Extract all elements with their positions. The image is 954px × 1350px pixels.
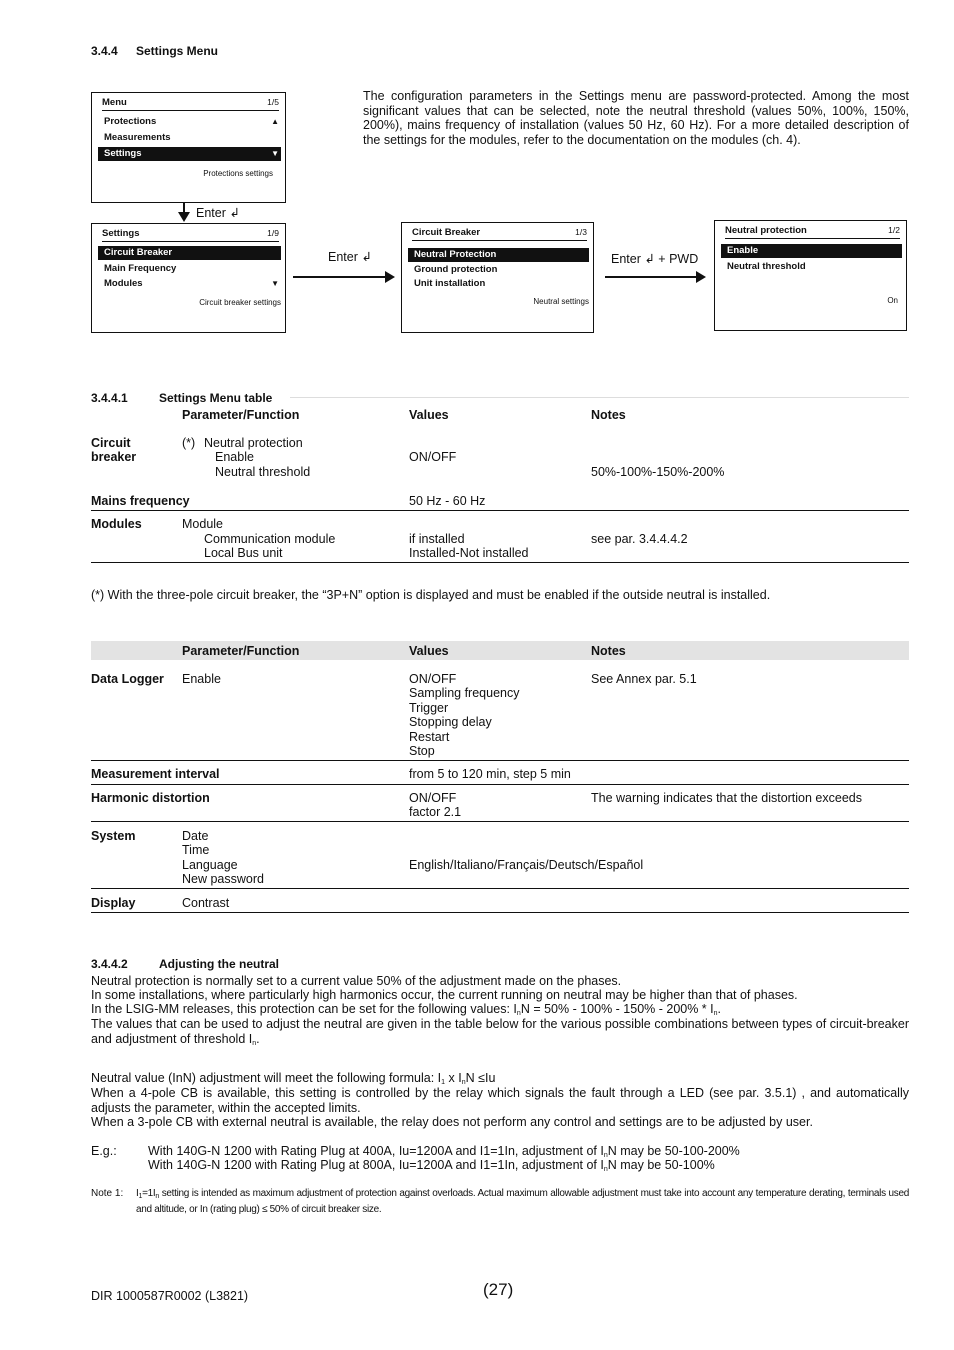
param-neutral-threshold: Neutral threshold — [215, 465, 311, 479]
value-item: Trigger — [409, 701, 449, 715]
value-item: Sampling frequency — [409, 686, 520, 700]
row-label-modules: Modules — [91, 517, 142, 531]
example-line: With 140G-N 1200 with Rating Plug at 400A, Iu=1200A and I1=1In, adjustment of $I_nN$ may be 50-100-200% — [148, 1144, 740, 1159]
table-rule — [91, 888, 909, 889]
value-item: Restart — [409, 730, 450, 744]
example-line: With 140G-N 1200 with Rating Plug at 800A, Iu=1200A and I1=1In, adjustment of $I_nN$ may be 50-100% — [148, 1158, 715, 1173]
intro-paragraph: The configuration parameters in the Settings menu are password-protected. Among the most significant values that can be selected, note the neutral threshold (values 50%, 100%, 150%, 200%), mains frequency of installation (values 50 Hz, 60 Hz). For a more detailed description of the settings for the modules, refer to the documentation on the modules (ch. 4). — [363, 89, 909, 147]
column-header-notes: Notes — [591, 644, 626, 658]
note-threshold-values: 50%-100%-150%-200% — [591, 465, 725, 479]
paragraph: Neutral protection is normally set to a current value 50% of the adjustment made on the phases. — [91, 974, 622, 988]
breaker-item-neutral-protection: Neutral Protection — [408, 248, 589, 262]
enter-arrow-right — [293, 276, 393, 278]
arrow-head-icon — [178, 212, 190, 222]
param-date: Date — [182, 829, 209, 843]
divider — [290, 397, 909, 398]
row-label-data-logger: Data Logger — [91, 672, 164, 686]
param-new-password: New password — [182, 872, 264, 886]
enter-pwd-label: Enter ↲ + PWD — [611, 252, 699, 266]
document-code: DIR 1000587R0002 (L3821) — [91, 1289, 249, 1303]
subsection-title: Adjusting the neutral — [159, 957, 279, 971]
param-communication-module: Communication module — [204, 532, 336, 546]
value-on-off: ON/OFF — [409, 791, 457, 805]
menu-screen — [91, 92, 286, 203]
page-indicator: 1/2 — [888, 225, 900, 235]
paragraph: When a 4-pole CB is available, this setting is controlled by the relay which signals the fault through a LED (see par. 3.5.1) , and automatically adjusts the parameter, within the accepted limits. — [91, 1086, 909, 1115]
page-number: (27) — [483, 1280, 514, 1299]
row-label-breaker: breaker — [91, 450, 137, 464]
param-language: Language — [182, 858, 238, 872]
settings-screen — [91, 223, 286, 333]
note-annex: See Annex par. 5.1 — [591, 672, 697, 686]
breaker-item-ground-protection: Ground protection — [414, 264, 498, 275]
value-measurement-interval: from 5 to 120 min, step 5 min — [409, 767, 571, 781]
subsection-title: Settings Menu table — [159, 391, 273, 405]
note-distortion: The warning indicates that the distortion exceeds — [591, 791, 862, 805]
settings-screen-footer: Circuit breaker settings — [199, 298, 281, 307]
param-module: Module — [182, 517, 223, 531]
table-rule — [91, 760, 909, 761]
table-rule — [91, 784, 909, 785]
neutral-protection-screen — [714, 220, 907, 331]
settings-item-modules: Modules ▼ — [104, 278, 279, 289]
row-label-harmonic-distortion: Harmonic distortion — [91, 791, 210, 805]
row-label-circuit: Circuit — [91, 436, 131, 450]
settings-screen-title: Settings 1/9 — [102, 228, 279, 242]
param-time: Time — [182, 843, 210, 857]
param-neutral-protection: Neutral protection — [204, 436, 303, 450]
page-indicator: 1/5 — [267, 97, 279, 107]
enter-label: Enter ↲ — [328, 250, 372, 264]
value-item: Stop — [409, 744, 435, 758]
settings-item-circuit-breaker: Circuit Breaker — [98, 246, 281, 260]
breaker-item-unit-installation: Unit installation — [414, 278, 486, 289]
footnote: (*) With the three-pole circuit breaker, the “3P+N” option is displayed and must be enabled if the outside neutral is installed. — [91, 588, 771, 602]
param-enable: Enable — [182, 672, 221, 686]
neutral-screen-title: Neutral protection 1/2 — [725, 225, 900, 239]
section-title: Settings Menu — [136, 44, 219, 58]
column-header-parameter: Parameter/Function — [182, 408, 300, 422]
note-see-par: see par. 3.4.4.4.2 — [591, 532, 688, 546]
neutral-screen-value: On — [887, 296, 898, 305]
row-label-measurement-interval: Measurement interval — [91, 767, 220, 781]
table-rule — [91, 821, 909, 822]
column-header-parameter: Parameter/Function — [182, 644, 300, 658]
column-header-values: Values — [409, 408, 449, 422]
formula-line: Neutral value (InN) adjustment will meet the following formula: $I_1$ x $I_nN \le Iu$ — [91, 1071, 496, 1086]
column-header-values: Values — [409, 644, 449, 658]
paragraph: When a 3-pole CB with external neutral is available, the relay does not perform any control and settings are to be adjusted by user. — [91, 1115, 813, 1129]
enter-label: Enter ↲ — [196, 206, 240, 220]
note-label: Note 1: — [91, 1188, 124, 1199]
paragraph: In the LSIG-MM releases, this protection can be set for the following values: $I_nN = 50\% - 100\% - 150\% - 200\% * I_n$. — [91, 1002, 722, 1017]
menu-item-settings: Settings ▼ — [98, 147, 281, 161]
param-local-bus-unit: Local Bus unit — [204, 546, 283, 560]
table-rule — [91, 562, 909, 563]
paragraph: The values that can be used to adjust the neutral are given in the table below for the various possible combinations between types of circuit-breaker and adjustment of threshold $I_n$. — [91, 1017, 909, 1047]
value-item: Stopping delay — [409, 715, 492, 729]
menu-screen-title: Menu 1/5 — [102, 97, 279, 111]
menu-item-measurements: Measurements — [104, 132, 171, 143]
page-indicator: 1/3 — [575, 227, 587, 237]
subsection-number: 3.4.4.1 — [91, 391, 128, 405]
column-header-notes: Notes — [591, 408, 626, 422]
table-rule — [91, 912, 909, 913]
value-factor: factor 2.1 — [409, 805, 462, 819]
table-rule — [91, 510, 909, 511]
value-on-off: ON/OFF — [409, 450, 457, 464]
page-indicator: 1/9 — [267, 228, 279, 238]
example-label: E.g.: — [91, 1144, 117, 1158]
row-label-display: Display — [91, 896, 136, 910]
menu-item-protections: Protections ▲ — [104, 116, 279, 127]
value-item: ON/OFF — [409, 672, 457, 686]
menu-screen-footer: Protections settings — [203, 169, 273, 178]
row-label-mains-frequency: Mains frequency — [91, 494, 190, 508]
param-contrast: Contrast — [182, 896, 230, 910]
row-label-system: System — [91, 829, 136, 843]
enter-arrow-right — [605, 276, 704, 278]
breaker-screen-title: Circuit Breaker 1/3 — [412, 227, 587, 241]
arrow-up-icon: ▲ — [271, 117, 279, 126]
value-if-installed: if installed — [409, 532, 465, 546]
value-mains-frequency: 50 Hz - 60 Hz — [409, 494, 486, 508]
settings-item-main-frequency: Main Frequency — [104, 263, 177, 274]
circuit-breaker-screen — [401, 222, 594, 333]
value-languages: English/Italiano/Français/Deutsch/Español — [409, 858, 644, 872]
paragraph: In some installations, where particularly high harmonics occur, the current running on neutral may be higher than that of phases. — [91, 988, 798, 1002]
param-enable: Enable — [215, 450, 254, 464]
section-number: 3.4.4 — [91, 44, 118, 58]
arrow-down-icon: ▼ — [271, 279, 279, 288]
neutral-item-enable: Enable — [721, 244, 902, 258]
subsection-number: 3.4.4.2 — [91, 957, 128, 971]
breaker-screen-footer: Neutral settings — [533, 297, 589, 306]
neutral-item-threshold: Neutral threshold — [727, 261, 806, 272]
value-installed-not-installed: Installed-Not installed — [409, 546, 529, 560]
arrow-down-icon: ▼ — [271, 149, 279, 158]
note-text: $I_1=1I_n$ setting is intended as maximum adjustment of protection against overloads. Actual maximum allowable adjustment must take into account any temperature derating, terminals used and altitude, or In (rating plug) ≤ 50% of circuit breaker size. — [136, 1188, 909, 1215]
footnote-marker: (*) — [182, 436, 196, 450]
